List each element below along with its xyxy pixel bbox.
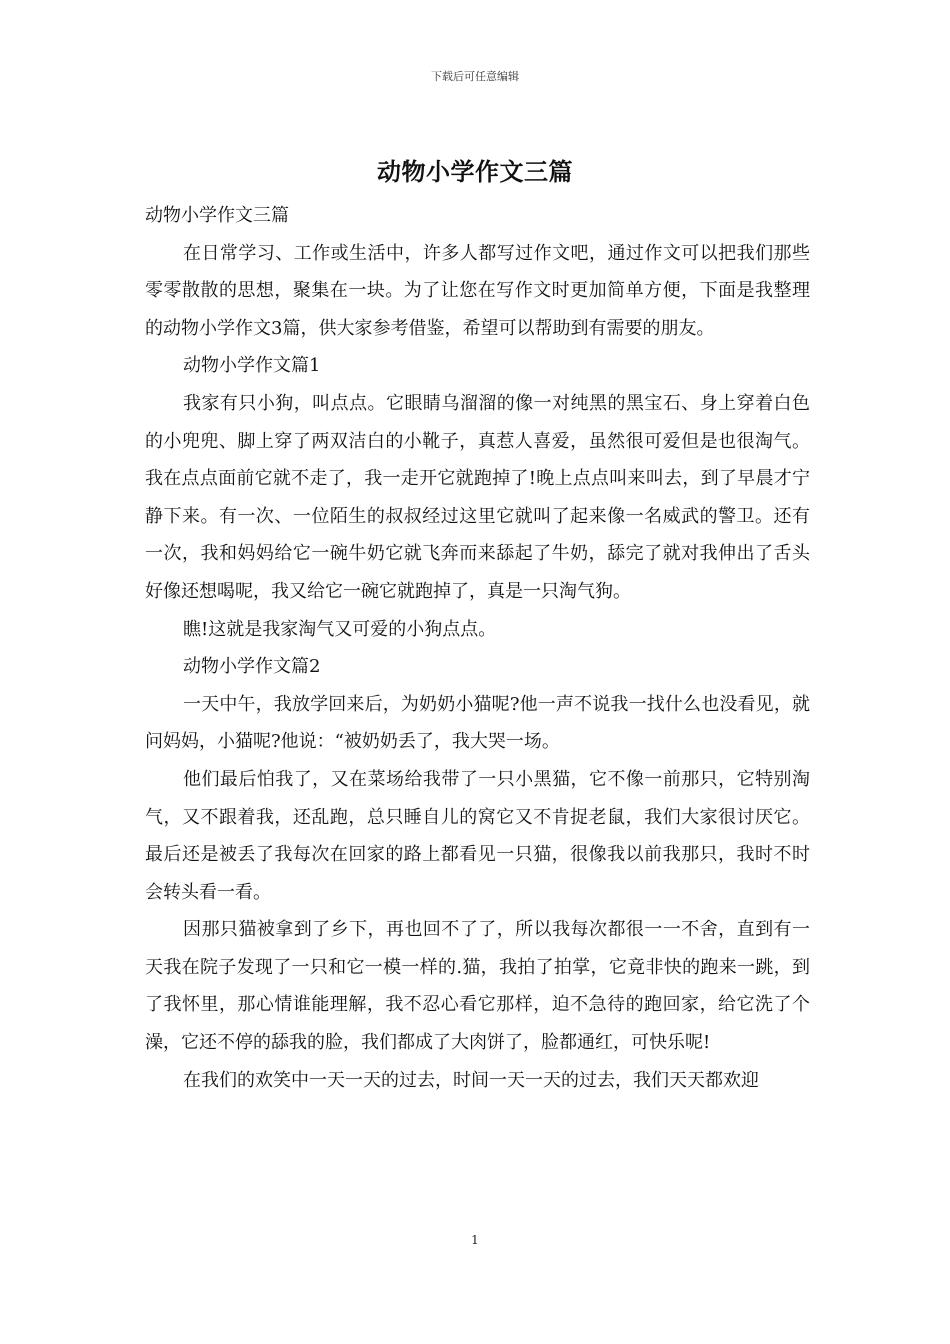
document-title: 动物小学作文三篇 (377, 157, 573, 186)
essay-1-closing: 瞧!这就是我家淘气又可爱的小狗点点。 (183, 618, 497, 640)
page-number: 1 (471, 1233, 479, 1247)
header-note: 下载后可任意编辑 (431, 70, 519, 83)
intro-paragraph: 在日常学习、工作或生活中，许多人都写过作文吧，通过作文可以把我们那些零零散散的思想，聚集在一块。为了让您在写作文时更加简单方便，下面是我整理的动物小学作文3篇，供大家参考借鉴，希望可以帮助到有需要的朋友。 (145, 242, 810, 339)
essay-1-paragraph: 我家有只小狗，叫点点。它眼睛乌溜溜的像一对纯黑的黑宝石、身上穿着白色的小兜兜、脚上穿了两双洁白的小靴子，真惹人喜爱，虽然很可爱但是也很淘气。我在点点面前它就不走了，我一走开它就跑掉了!晚上点点叫来叫去，到了早晨才宁静下来。有一次、一位陌生的叔叔经过这里它就叫了起来像一名威武的警卫。还有一次，我和妈妈给它一碗牛奶它就飞奔而来舔起了牛奶，舔完了就对我伸出了舌头好像还想喝呢，我又给它一碗它就跑掉了，真是一只淘气狗。 (145, 392, 810, 602)
essay-2-paragraph-3: 因那只猫被拿到了乡下，再也回不了了，所以我每次都很一一不舍，直到有一天我在院子发现了一只和它一模一样的.猫，我拍了拍掌，它竟非快的跑来一跳，到了我怀里，那心情谁能理解，我不忍心看它那样，迫不急待的跑回家，给它洗了个澡，它还不停的舔我的脸，我们都成了大肉饼了，脸都通红，可快乐呢! (145, 919, 810, 1054)
essay-1-heading: 动物小学作文篇1 (183, 355, 321, 377)
essay-2-paragraph-2: 他们最后怕我了，又在菜场给我带了一只小黑猫，它不像一前那只，它特别淘气，又不跟着我，还乱跑，总只睡自儿的窝它又不肯捉老鼠，我们大家很讨厌它。最后还是被丢了我每次在回家的路上都看见一只猫，很像我以前我那只，我时不时会转头看一看。 (145, 768, 810, 903)
essay-2-paragraph-1: 一天中午，我放学回来后，为奶奶小猫呢?他一声不说我一找什么也没看见，就问妈妈，小猫呢?他说：“被奶奶丢了，我大哭一场。 (145, 693, 810, 753)
document-subtitle: 动物小学作文三篇 (145, 205, 289, 226)
essay-2-paragraph-4: 在我们的欢笑中一天一天的过去，时间一天一天的过去，我们天天都欢迎 (183, 1069, 759, 1091)
document-body (145, 197, 810, 1099)
essay-2-heading: 动物小学作文篇2 (183, 656, 321, 678)
